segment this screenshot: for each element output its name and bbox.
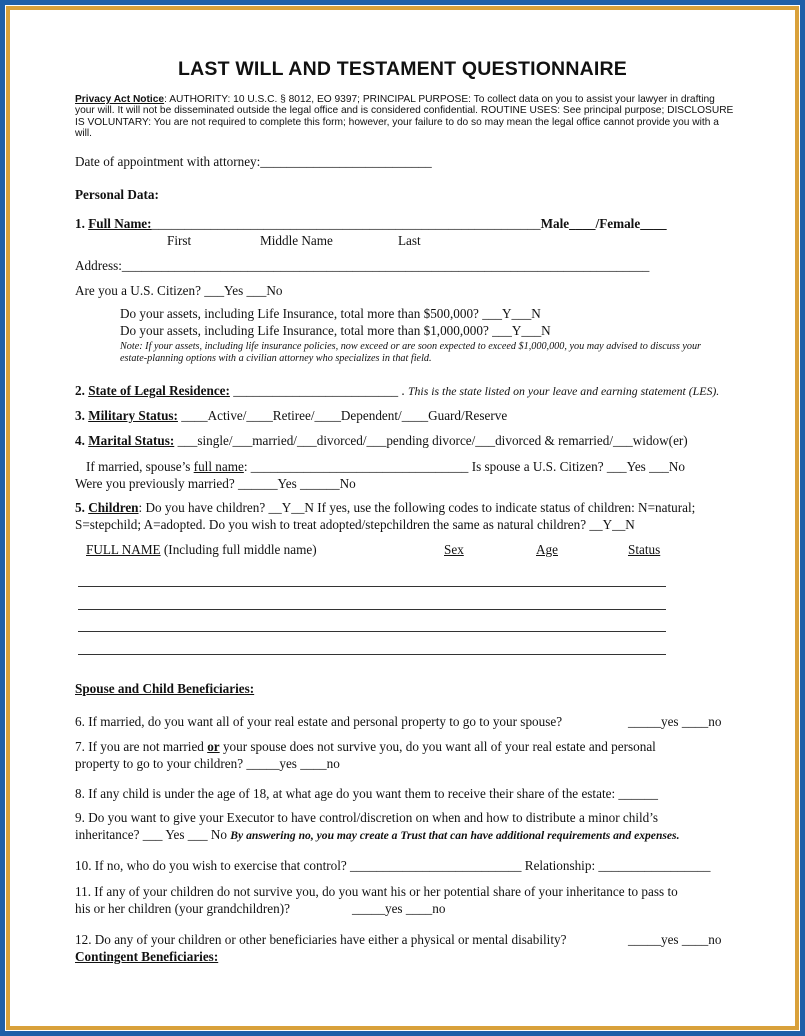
privacy-notice-text: : AUTHORITY: 10 U.S.C. § 8012, EO 9397; PRINCIPAL PURPOSE: To collect data on you to assist your lawyer in drafting your will. It will not be disseminated outside the legal office and is considered confidential. ROUTINE USES: See principal purpose; DISCLOSURE IS VOLUNTARY: You are not required to complete this form; however, your failure to do so may mean the legal office cannot provide you with a will.: [75, 94, 734, 140]
military-status-row: [75, 408, 507, 424]
q11-question-line2: his or her children (your grandchildren)?: [75, 901, 290, 916]
beneficiaries-heading: Spouse and Child Beneficiaries:: [75, 681, 255, 696]
q10-question[interactable]: 10. If no, who do you wish to exercise that control? __________________________ Relationship: _________________: [75, 858, 711, 873]
q6-question: 6. If married, do you want all of your real estate and personal property to go to your spouse?: [75, 714, 563, 729]
q9-answer[interactable]: inheritance? ___ Yes ___ No: [75, 827, 231, 842]
q3-number: 3.: [75, 408, 85, 423]
middle-name-caption: Middle Name: [260, 233, 333, 248]
child-entry-line[interactable]: [78, 631, 666, 632]
age-header: Age: [536, 542, 558, 557]
children-table-name-header: [86, 542, 317, 558]
q4-number: 4.: [75, 433, 85, 448]
q7-answer[interactable]: property to go to your children? _____yes ____no: [75, 756, 340, 771]
spouse-name-label: full name: [193, 459, 244, 474]
legal-residence-label: State of Legal Residence:: [88, 383, 230, 398]
appointment-date-field[interactable]: Date of appointment with attorney:__________________________: [75, 154, 432, 169]
q9-note: By answering no, you may create a Trust that can have additional requirements and expenses.: [230, 829, 680, 842]
q7-question: [75, 739, 656, 755]
sex-header: Sex: [444, 542, 464, 557]
children-codes-question[interactable]: S=stepchild; A=adopted. Do you wish to treat adopted/stepchildren the same as natural children? __Y__N: [75, 517, 635, 532]
full-name-field[interactable]: ___________________________________________________________: [151, 216, 541, 231]
q6-answer[interactable]: _____yes ____no: [628, 714, 722, 729]
status-header: Status: [628, 542, 661, 557]
children-question[interactable]: : Do you have children? __Y__N If yes, use the following codes to indicate status of children: N=natural;: [138, 500, 696, 515]
spouse-row: [86, 459, 685, 475]
q9-answer-row: [75, 827, 679, 843]
child-entry-line[interactable]: [78, 654, 666, 655]
military-status-options[interactable]: ____Active/____Retiree/____Dependent/____Guard/Reserve: [177, 408, 508, 423]
spouse-prefix: If married, spouse’s: [86, 459, 194, 474]
full-name-header-note: (Including full middle name): [160, 542, 317, 557]
last-name-caption: Last: [398, 233, 421, 248]
assets-note: Note: If your assets, including life insurance policies, now exceed or are soon expected to exceed $1,000,000, you may advised to discuss your estate-planning options with a civilian attorney who specializes in that field.: [120, 341, 702, 364]
personal-data-heading: Personal Data:: [75, 187, 159, 202]
q1-number: 1.: [75, 216, 85, 231]
military-status-label: Military Status:: [88, 408, 178, 423]
page-title: LAST WILL AND TESTAMENT QUESTIONNAIRE: [177, 58, 628, 80]
q11-question: 11. If any of your children do not survive you, do you want his or her potential share of your inheritance to pass to: [75, 884, 678, 899]
q9-question: 9. Do you want to give your Executor to have control/discretion on when and how to distribute a minor child’s: [75, 810, 659, 825]
legal-residence-field[interactable]: _________________________ .: [229, 383, 408, 398]
privacy-notice: [75, 94, 735, 140]
q12-answer[interactable]: _____yes ____no: [628, 932, 722, 947]
address-field[interactable]: Address:________________________________________________________________________________: [75, 258, 650, 273]
marital-status-row: [75, 433, 688, 449]
sex-field[interactable]: Male____/Female____: [540, 216, 667, 231]
assets-1m-question[interactable]: Do your assets, including Life Insurance, total more than $1,000,000? ___Y___N: [120, 323, 551, 338]
privacy-notice-label: Privacy Act Notice: [75, 94, 165, 105]
children-label: Children: [88, 500, 139, 515]
assets-500k-question[interactable]: Do your assets, including Life Insurance, total more than $500,000? ___Y___N: [120, 306, 541, 321]
legal-residence-row: [75, 383, 719, 399]
child-entry-line[interactable]: [78, 609, 666, 610]
q2-number: 2.: [75, 383, 85, 398]
q7-suffix: your spouse does not survive you, do you want all of your real estate and personal: [219, 739, 656, 754]
full-name-header: FULL NAME: [86, 542, 161, 557]
q12-question: 12. Do any of your children or other beneficiaries have either a physical or mental disability?: [75, 932, 567, 947]
q8-question[interactable]: 8. If any child is under the age of 18, at what age do you want them to receive their share of the estate: ______: [75, 786, 658, 801]
child-entry-line[interactable]: [78, 586, 666, 587]
citizen-question[interactable]: Are you a U.S. Citizen? ___Yes ___No: [75, 283, 283, 298]
full-name-label: Full Name:: [88, 216, 152, 231]
full-name-row: [75, 216, 667, 232]
spouse-name-field[interactable]: : _________________________________ Is spouse a U.S. Citizen? ___Yes ___No: [243, 459, 686, 474]
children-row: [75, 500, 695, 516]
previously-married-question[interactable]: Were you previously married? ______Yes ______No: [75, 476, 356, 491]
first-name-caption: First: [167, 233, 192, 248]
q7-prefix: 7. If you are not married: [75, 739, 208, 754]
contingent-heading: Contingent Beneficiaries:: [75, 949, 219, 964]
marital-status-label: Marital Status:: [88, 433, 175, 448]
q11-answer[interactable]: _____yes ____no: [352, 901, 446, 916]
q7-or: or: [207, 739, 220, 754]
marital-status-options[interactable]: ___single/___married/___divorced/___pending divorce/___divorced & remarried/___widow(er): [174, 433, 688, 448]
q5-number: 5.: [75, 500, 85, 515]
legal-residence-note: This is the state listed on your leave and earning statement (LES).: [407, 384, 720, 398]
